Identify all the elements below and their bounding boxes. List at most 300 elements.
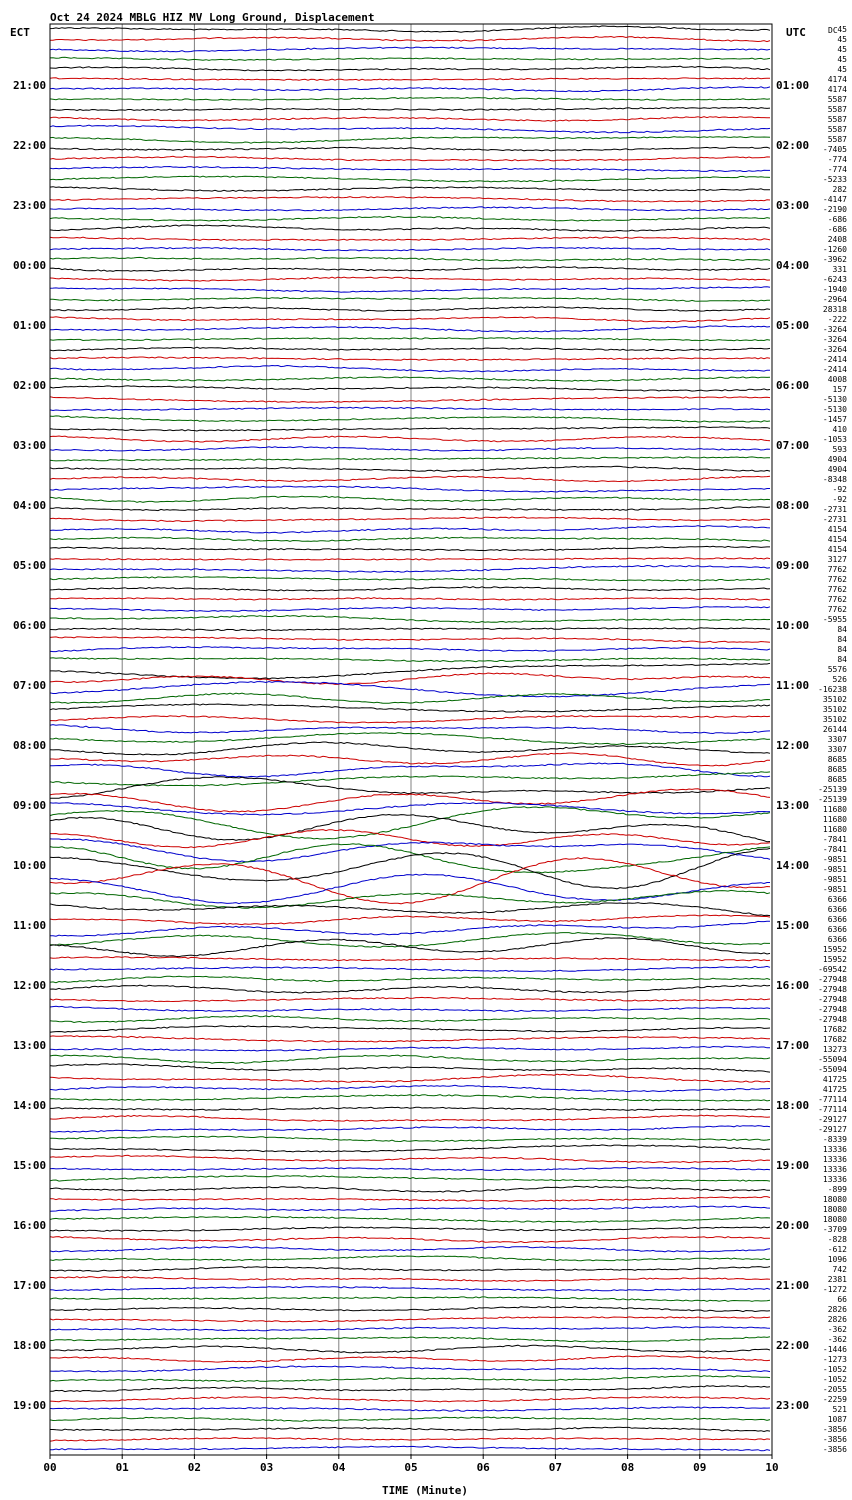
right-timezone-label: UTC	[786, 26, 806, 39]
trace-line	[50, 486, 770, 492]
trace-line	[50, 248, 770, 251]
right-hour-label: 07:00	[776, 439, 810, 452]
trace-offset-label: 2826	[827, 1305, 847, 1314]
trace-line	[50, 1006, 770, 1011]
trace-offset-label: 13336	[822, 1165, 847, 1174]
trace-line	[50, 1345, 770, 1353]
trace-offset-label: 45	[837, 55, 847, 64]
trace-offset-label: 6366	[827, 915, 847, 924]
trace-offset-label: -77114	[818, 1095, 847, 1104]
left-hour-label: 14:00	[13, 1099, 47, 1112]
left-hour-label: 18:00	[13, 1339, 47, 1352]
trace-offset-label: -3264	[822, 345, 847, 354]
trace-line	[50, 1145, 770, 1152]
dc-label: DC	[828, 26, 838, 35]
trace-line	[50, 725, 770, 734]
left-hour-label: 15:00	[13, 1159, 47, 1172]
left-hour-label: 12:00	[13, 979, 47, 992]
trace-offset-label: 41725	[822, 1075, 847, 1084]
trace-offset-label: -5233	[822, 175, 847, 184]
trace-line	[50, 938, 770, 957]
x-tick-label: 00	[43, 1461, 57, 1474]
trace-offset-label: 18080	[822, 1195, 847, 1204]
trace-line	[50, 26, 770, 32]
trace-offset-label: 45	[837, 25, 847, 34]
trace-line	[50, 1277, 770, 1282]
trace-offset-label: -77114	[818, 1105, 847, 1114]
trace-offset-label: 8685	[827, 765, 847, 774]
trace-offset-label: -1052	[822, 1375, 847, 1384]
trace-line	[50, 733, 770, 745]
trace-offset-label: 1087	[827, 1415, 847, 1424]
trace-offset-label: 157	[832, 385, 847, 394]
trace-line	[50, 347, 770, 351]
trace-offset-label: -1260	[822, 245, 847, 254]
trace-line	[50, 903, 770, 916]
trace-offset-label: -2731	[822, 505, 847, 514]
trace-line	[50, 663, 770, 679]
trace-line	[50, 125, 770, 133]
trace-offset-label: -27948	[818, 1015, 847, 1024]
trace-line	[50, 997, 770, 1001]
right-hour-label: 01:00	[776, 79, 810, 92]
trace-line	[50, 789, 770, 812]
trace-offset-label: 84	[837, 635, 847, 644]
right-hour-label: 15:00	[776, 919, 810, 932]
trace-offset-label: 4154	[827, 545, 847, 554]
trace-offset-label: 5587	[827, 115, 847, 124]
trace-line	[50, 287, 770, 293]
trace-line	[50, 207, 770, 211]
trace-offset-label: 5587	[827, 105, 847, 114]
trace-offset-label: -7841	[822, 845, 847, 854]
trace-line	[50, 587, 770, 591]
trace-offset-label: 11680	[822, 825, 847, 834]
trace-offset-label: -27948	[818, 975, 847, 984]
left-hour-label: 04:00	[13, 499, 47, 512]
trace-line	[50, 147, 770, 151]
trace-offset-label: -29127	[818, 1115, 847, 1124]
trace-line	[50, 436, 770, 442]
left-hour-label: 10:00	[13, 859, 47, 872]
left-hour-label: 02:00	[13, 379, 47, 392]
trace-line	[50, 357, 770, 360]
right-hour-label: 14:00	[776, 859, 810, 872]
left-hour-label: 17:00	[13, 1279, 47, 1292]
trace-offset-labels	[818, 25, 847, 1454]
x-tick-label: 01	[115, 1461, 129, 1474]
trace-line	[50, 1176, 770, 1182]
trace-offset-label: 2826	[827, 1315, 847, 1324]
trace-offset-label: -25139	[818, 785, 847, 794]
trace-offset-label: -5955	[822, 615, 847, 624]
trace-offset-label: 84	[837, 625, 847, 634]
x-tick-label: 02	[187, 1461, 202, 1474]
trace-offset-label: 7762	[827, 565, 847, 574]
trace-line	[50, 915, 770, 925]
trace-offset-label: -4147	[822, 195, 847, 204]
trace-offset-label: -1446	[822, 1345, 847, 1354]
trace-line	[50, 1327, 770, 1331]
trace-offset-label: 7762	[827, 595, 847, 604]
trace-offset-label: -7841	[822, 835, 847, 844]
trace-line	[50, 386, 770, 391]
trace-line	[50, 966, 770, 971]
right-hour-label: 05:00	[776, 319, 810, 332]
trace-offset-label: -1273	[822, 1355, 847, 1364]
trace-offset-label: -2414	[822, 365, 847, 374]
trace-offset-label: -2731	[822, 515, 847, 524]
trace-line	[50, 1074, 770, 1082]
trace-offset-label: -7405	[822, 145, 847, 154]
trace-offset-label: 4154	[827, 535, 847, 544]
trace-line	[50, 107, 770, 110]
trace-line	[50, 704, 770, 712]
x-tick-label: 05	[404, 1461, 418, 1474]
left-hour-label: 05:00	[13, 559, 47, 572]
trace-line	[50, 1095, 770, 1101]
trace-line	[50, 407, 770, 410]
trace-line	[50, 1247, 770, 1252]
trace-offset-label: -1053	[822, 435, 847, 444]
trace-offset-label: -3856	[822, 1445, 847, 1454]
trace-offset-label: 45	[837, 65, 847, 74]
right-hour-label: 20:00	[776, 1219, 810, 1232]
trace-offset-label: 15952	[822, 955, 847, 964]
trace-offset-label: 2381	[827, 1275, 847, 1284]
trace-line	[50, 1237, 770, 1243]
left-hour-label: 21:00	[13, 79, 47, 92]
trace-line	[50, 1227, 770, 1231]
trace-offset-label: 84	[837, 655, 847, 664]
trace-line	[50, 366, 770, 372]
trace-line	[50, 682, 770, 698]
trace-line	[50, 1297, 770, 1302]
trace-offset-label: -92	[832, 495, 847, 504]
trace-offset-label: 526	[832, 675, 847, 684]
right-hour-label: 13:00	[776, 799, 810, 812]
trace-offset-label: 13273	[822, 1045, 847, 1054]
trace-line	[50, 1256, 770, 1261]
trace-line	[50, 476, 770, 481]
trace-offset-label: 6366	[827, 895, 847, 904]
trace-line	[50, 187, 770, 192]
trace-offset-label: 18080	[822, 1205, 847, 1214]
right-hour-label: 11:00	[776, 679, 810, 692]
trace-line	[50, 1217, 770, 1223]
trace-line	[50, 117, 770, 121]
trace-offset-label: 593	[832, 445, 847, 454]
trace-line	[50, 257, 770, 260]
trace-line	[50, 1427, 770, 1431]
trace-line	[50, 1407, 770, 1411]
trace-offset-label: 35102	[822, 705, 847, 714]
left-hour-label: 09:00	[13, 799, 47, 812]
trace-line	[50, 267, 770, 272]
trace-line	[50, 616, 770, 623]
trace-offset-label: -92	[832, 485, 847, 494]
x-tick-label: 09	[693, 1461, 707, 1474]
trace-line	[50, 1016, 770, 1023]
trace-line	[50, 1206, 770, 1211]
trace-line	[50, 47, 770, 52]
trace-line	[50, 87, 770, 92]
left-hour-label: 00:00	[13, 259, 47, 272]
trace-line	[50, 874, 770, 904]
trace-offset-label: -3264	[822, 325, 847, 334]
trace-offset-label: -222	[827, 315, 847, 324]
trace-offset-label: 11680	[822, 805, 847, 814]
trace-line	[50, 1438, 770, 1442]
x-tick-label: 08	[620, 1461, 635, 1474]
trace-line	[50, 1085, 770, 1091]
trace-offset-label: 13336	[822, 1145, 847, 1154]
left-hour-label: 13:00	[13, 1039, 47, 1052]
trace-offset-label: -1940	[822, 285, 847, 294]
trace-offset-label: -1457	[822, 415, 847, 424]
trace-line	[50, 1026, 770, 1032]
trace-offset-label: -25139	[818, 795, 847, 804]
trace-offset-label: 4904	[827, 465, 847, 474]
trace-offset-label: -362	[827, 1325, 847, 1334]
right-hour-label: 03:00	[776, 199, 810, 212]
trace-offset-label: 7762	[827, 605, 847, 614]
trace-offset-label: 17682	[822, 1025, 847, 1034]
trace-offset-label: 41725	[822, 1085, 847, 1094]
trace-line	[50, 848, 770, 888]
trace-line	[50, 98, 770, 101]
trace-line	[50, 607, 770, 612]
trace-line	[50, 1155, 770, 1162]
trace-line	[50, 1046, 770, 1051]
trace-line	[50, 716, 770, 723]
trace-offset-label: -55094	[818, 1065, 847, 1074]
trace-line	[50, 317, 770, 322]
trace-line	[50, 496, 770, 502]
seismic-traces	[50, 26, 770, 1451]
trace-offset-label: 5587	[827, 125, 847, 134]
trace-line	[50, 1446, 770, 1451]
right-hour-label: 19:00	[776, 1159, 810, 1172]
trace-offset-label: 11680	[822, 815, 847, 824]
trace-line	[50, 839, 770, 862]
trace-offset-label: -2190	[822, 205, 847, 214]
trace-offset-label: 7762	[827, 585, 847, 594]
trace-offset-label: 8685	[827, 755, 847, 764]
trace-line	[50, 1136, 770, 1141]
trace-line	[50, 1337, 770, 1342]
trace-line	[50, 526, 770, 534]
trace-offset-label: -27948	[818, 995, 847, 1004]
trace-offset-label: -8348	[822, 475, 847, 484]
trace-offset-label: -2414	[822, 355, 847, 364]
trace-offset-label: -774	[827, 165, 847, 174]
trace-line	[50, 772, 770, 786]
trace-offset-label: -612	[827, 1245, 847, 1254]
trace-offset-label: -899	[827, 1185, 847, 1194]
trace-line	[50, 1267, 770, 1272]
trace-line	[50, 1366, 770, 1372]
trace-line	[50, 598, 770, 600]
trace-offset-label: 28318	[822, 305, 847, 314]
trace-offset-label: -1052	[822, 1365, 847, 1374]
trace-offset-label: -686	[827, 215, 847, 224]
trace-offset-label: 4008	[827, 375, 847, 384]
trace-offset-label: -55094	[818, 1055, 847, 1064]
trace-line	[50, 1317, 770, 1322]
trace-offset-label: 742	[832, 1265, 847, 1274]
trace-offset-label: 13336	[822, 1155, 847, 1164]
right-hour-label: 18:00	[776, 1099, 810, 1112]
trace-offset-label: -9851	[822, 885, 847, 894]
trace-line	[50, 1397, 770, 1402]
left-hour-label: 22:00	[13, 139, 47, 152]
trace-offset-label: -29127	[818, 1125, 847, 1134]
trace-line	[50, 763, 770, 777]
left-hour-label: 03:00	[13, 439, 47, 452]
right-hour-label: 16:00	[776, 979, 810, 992]
trace-offset-label: 45	[837, 35, 847, 44]
trace-line	[50, 1376, 770, 1382]
trace-line	[50, 637, 770, 643]
trace-offset-label: 5587	[827, 95, 847, 104]
trace-line	[50, 137, 770, 144]
trace-line	[50, 1115, 770, 1121]
trace-line	[50, 546, 770, 550]
trace-line	[50, 1168, 770, 1171]
trace-line	[50, 1126, 770, 1133]
trace-offset-label: 5587	[827, 135, 847, 144]
right-hour-label: 12:00	[776, 739, 810, 752]
trace-line	[50, 566, 770, 573]
right-hour-label: 09:00	[776, 559, 810, 572]
left-hour-label: 19:00	[13, 1399, 47, 1412]
trace-offset-label: -9851	[822, 865, 847, 874]
trace-line	[50, 216, 770, 221]
trace-offset-label: -9851	[822, 875, 847, 884]
trace-line	[50, 957, 770, 961]
trace-line	[50, 397, 770, 403]
trace-offset-label: -3709	[822, 1225, 847, 1234]
trace-offset-label: -1272	[822, 1285, 847, 1294]
trace-offset-label: 2408	[827, 235, 847, 244]
right-hour-label: 04:00	[776, 259, 810, 272]
trace-line	[50, 338, 770, 341]
trace-offset-label: 45	[837, 45, 847, 54]
x-tick-labels	[43, 1454, 778, 1474]
trace-line	[50, 1064, 770, 1072]
x-tick-label: 03	[259, 1461, 274, 1474]
trace-line	[50, 1186, 770, 1192]
trace-offset-label: 5576	[827, 665, 847, 674]
x-tick-label: 10	[765, 1461, 779, 1474]
trace-line	[50, 416, 770, 422]
left-hour-label: 06:00	[13, 619, 47, 632]
x-tick-label: 06	[476, 1461, 490, 1474]
trace-offset-label: 17682	[822, 1035, 847, 1044]
trace-offset-label: -27948	[818, 1005, 847, 1014]
right-hour-label: 02:00	[776, 139, 810, 152]
right-hour-label: 21:00	[776, 1279, 810, 1292]
trace-line	[50, 976, 770, 983]
trace-offset-label: -3962	[822, 255, 847, 264]
trace-line	[50, 225, 770, 231]
trace-offset-label: 6366	[827, 905, 847, 914]
trace-line	[50, 1107, 770, 1110]
trace-line	[50, 427, 770, 431]
trace-line	[50, 156, 770, 161]
right-hour-label: 06:00	[776, 379, 810, 392]
trace-line	[50, 1417, 770, 1421]
trace-offset-label: 282	[832, 185, 847, 194]
trace-line	[50, 844, 770, 873]
trace-line	[50, 277, 770, 281]
trace-offset-label: 84	[837, 645, 847, 654]
trace-line	[50, 628, 770, 631]
trace-line	[50, 1386, 770, 1392]
trace-line	[50, 78, 770, 81]
trace-line	[50, 466, 770, 471]
left-hour-label: 01:00	[13, 319, 47, 332]
trace-offset-label: 4174	[827, 85, 847, 94]
trace-line	[50, 577, 770, 581]
trace-line	[50, 66, 770, 71]
trace-line	[50, 237, 770, 240]
trace-offset-label: -69542	[818, 965, 847, 974]
trace-line	[50, 326, 770, 332]
trace-offset-label: -8339	[822, 1135, 847, 1144]
trace-offset-label: -2055	[822, 1385, 847, 1394]
trace-line	[50, 1197, 770, 1202]
labels	[10, 11, 838, 1497]
trace-offset-label: -3856	[822, 1435, 847, 1444]
trace-offset-label: -9851	[822, 855, 847, 864]
trace-line	[50, 673, 770, 684]
left-hour-label: 23:00	[13, 199, 47, 212]
trace-offset-label: -6243	[822, 275, 847, 284]
right-hour-label: 10:00	[776, 619, 810, 632]
right-hour-label: 22:00	[776, 1339, 810, 1352]
trace-offset-label: 66	[837, 1295, 847, 1304]
trace-offset-label: 6366	[827, 925, 847, 934]
trace-offset-label: -16238	[818, 685, 847, 694]
trace-offset-label: 15952	[822, 945, 847, 954]
trace-offset-label: -828	[827, 1235, 847, 1244]
trace-offset-label: 3307	[827, 735, 847, 744]
trace-offset-label: -2964	[822, 295, 847, 304]
trace-offset-label: 4174	[827, 75, 847, 84]
right-hour-label: 17:00	[776, 1039, 810, 1052]
trace-offset-label: -27948	[818, 985, 847, 994]
trace-offset-label: 35102	[822, 715, 847, 724]
trace-line	[50, 517, 770, 522]
trace-offset-label: 13336	[822, 1175, 847, 1184]
trace-offset-label: -5130	[822, 395, 847, 404]
trace-line	[50, 377, 770, 381]
trace-line	[50, 933, 770, 948]
right-hour-label: 23:00	[776, 1399, 810, 1412]
trace-offset-label: 26144	[822, 725, 847, 734]
trace-line	[50, 1036, 770, 1042]
chart-title: Oct 24 2024 MBLG HIZ MV Long Ground, Displacement	[50, 11, 375, 24]
left-hour-label: 11:00	[13, 919, 47, 932]
trace-line	[50, 693, 770, 703]
trace-line	[50, 777, 770, 799]
trace-offset-label: 4154	[827, 525, 847, 534]
left-hour-label: 08:00	[13, 739, 47, 752]
trace-line	[50, 57, 770, 60]
trace-line	[50, 658, 770, 662]
